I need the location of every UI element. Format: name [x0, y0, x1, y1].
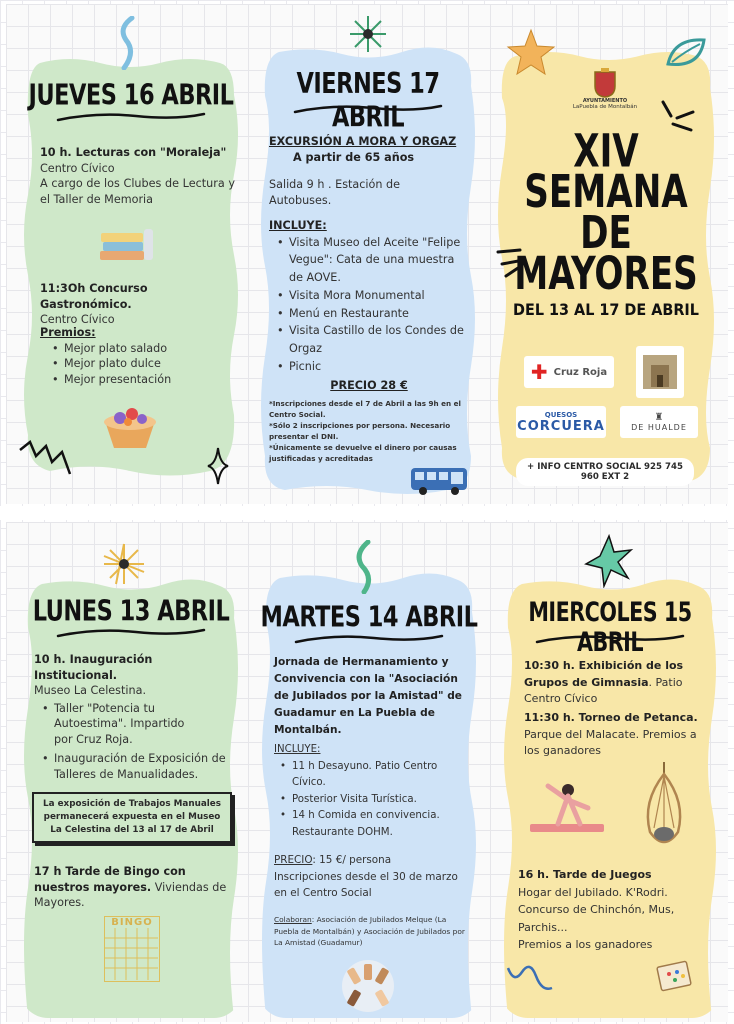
title-underline — [56, 110, 206, 124]
intro-part-b: "Asociación de Jubilados por la Amistad" de Guadamur en La Puebla de Montalbán. — [274, 673, 462, 736]
crest-icon: ♜ — [654, 412, 664, 423]
list-item: • Menú en Restaurante — [275, 305, 469, 323]
tart-icon — [100, 400, 160, 452]
cover-content — [494, 48, 718, 488]
diamond-star-icon — [206, 446, 230, 486]
item1-time: 10:30 h. Exhibición de los Grupos de Gimnasia — [524, 659, 684, 689]
thursday-prizes — [40, 325, 235, 387]
wednesday-item3 — [518, 866, 704, 954]
price-value: : 15 €/ persona — [312, 854, 392, 866]
prizes-label: Premios: — [40, 326, 96, 339]
sponsor-quesos-corcuera — [516, 406, 606, 438]
title-line: XIV — [573, 124, 639, 178]
monday-item1-time: 10 h. Inauguración Institucional. — [34, 653, 153, 682]
sun-icon — [102, 542, 146, 586]
title-line: SEMANA — [524, 165, 688, 218]
title-underline — [56, 626, 206, 640]
red-cross-icon: ✚ — [530, 360, 548, 384]
item3-place: Hogar del Jubilado. K'Rodri. — [518, 885, 668, 899]
sponsor-name: DE HUALDE — [631, 423, 687, 432]
note: *Sólo 2 inscripciones por persona. Necesario presentar el DNI. — [269, 421, 451, 441]
item3-time: 16 h. Tarde de Juegos — [518, 868, 652, 881]
item3-desc: Concurso de Chinchón, Mus, Parchis... — [518, 903, 675, 934]
wednesday-item2 — [524, 710, 704, 760]
tuesday-price — [274, 852, 468, 902]
building-icon — [641, 353, 679, 391]
tuesday-content — [258, 572, 480, 1018]
coat-of-arms-icon — [593, 68, 617, 98]
cover-dates: DEL 13 AL 17 DE ABRIL — [513, 300, 699, 319]
monday-list — [40, 701, 230, 783]
cover-title — [494, 124, 718, 300]
list-item: • Visita Mora Monumental — [275, 287, 469, 305]
thursday-item2-place: Centro Cívico — [40, 313, 115, 326]
item1-place: . Patio Centro Cívico — [524, 675, 683, 705]
star-icon — [506, 28, 556, 78]
wednesday-item1 — [524, 658, 704, 708]
list-item: • Posterior Visita Turística. — [278, 792, 468, 809]
thursday-item2 — [40, 281, 235, 328]
monday-content — [20, 578, 242, 1018]
yoga-woman-icon — [528, 774, 608, 834]
list-item: • Mejor presentación — [50, 372, 235, 388]
sponsor-cruz-roja — [524, 356, 614, 388]
friday-content — [257, 46, 479, 498]
sponsor-de-hualde — [620, 406, 698, 438]
prizes-list — [50, 341, 235, 388]
monday-item2-place: Viviendas de Mayores. — [34, 880, 227, 909]
council-logo — [572, 68, 638, 126]
list-item: • Visita Castillo de los Condes de Orgaz — [275, 322, 469, 358]
council-town: LaPuebla de Montalbán — [572, 104, 638, 110]
day-title: MIERCOLES 15 ABRIL — [528, 598, 692, 658]
swirl-icon — [352, 540, 382, 594]
sparkle-icon — [348, 14, 388, 54]
title-line: DE — [580, 206, 632, 259]
squiggle-icon — [506, 964, 556, 994]
sponsor-name: Cruz Roja — [553, 366, 608, 378]
title-underline — [294, 632, 444, 646]
star-icon — [584, 534, 634, 588]
day-title: JUEVES 16 ABRIL — [28, 77, 234, 112]
thursday-item1-place: Centro Cívico — [40, 161, 115, 175]
info-contact: + INFO CENTRO SOCIAL 925 745 960 EXT 2 — [516, 458, 694, 486]
friday-notes — [269, 398, 469, 464]
thursday-item1-time: 10 h. Lecturas con "Moraleja" — [40, 146, 227, 159]
note: *Inscripciones desde el 7 de Abril a las 9h en el Centro Social. — [269, 399, 461, 419]
collab-text: : Asociación de Jubilados Melque (La Puebla de Montalbán) y Asociación de Jubilados por La Amistad (Guadamur) — [274, 915, 465, 947]
board-game-icon — [655, 958, 695, 994]
list-item: • Mejor plato dulce — [50, 356, 235, 372]
exhibition-notice: La exposición de Trabajos Manuales permanecerá expuesta en el Museo La Celestina del 13 al 17 de Abril — [32, 792, 232, 843]
friday-excursion — [269, 134, 469, 393]
title-underline — [535, 632, 685, 646]
list-item: • Visita Museo del Aceite "Felipe Vegue": Cata de una muestra de AOVE. — [275, 234, 469, 287]
monday-item2 — [34, 864, 230, 911]
thursday-content — [20, 55, 242, 480]
day-title: MARTES 14 ABRIL — [260, 599, 478, 634]
tuesday-collab — [274, 914, 468, 949]
bingo-grid-icon — [105, 928, 158, 980]
price-label: PRECIO — [274, 854, 313, 866]
bingo-word: BINGO — [111, 917, 153, 928]
list-item: • Picnic — [275, 358, 469, 376]
intro-part-a: Jornada de Hermanamiento y Convivencia con la — [274, 656, 449, 685]
includes-label: INCLUYE: — [274, 744, 321, 755]
tuesday-intro — [274, 654, 468, 739]
list-item: • 11 h Desayuno. Patio Centro Cívico. — [278, 759, 468, 792]
tuesday-includes — [274, 742, 468, 841]
excursion-departure: Salida 9 h . Estación de Autobuses. — [269, 178, 400, 207]
day-title: LUNES 13 ABRIL — [32, 593, 230, 628]
thursday-item2-time: 11:3Oh Concurso Gastronómico. — [40, 282, 148, 311]
collab-label: Colaboran — [274, 915, 312, 924]
bingo-card — [104, 916, 160, 982]
sheet-divider — [0, 506, 734, 520]
includes-list — [278, 759, 468, 842]
excursion-price: PRECIO 28 € — [330, 378, 408, 392]
list-item: • Mejor plato salado — [50, 341, 235, 357]
excursion-heading: EXCURSIÓN A MORA Y ORGAZ — [269, 135, 457, 148]
item2-place: Parque del Malacate. Premios a los ganadores — [524, 727, 697, 757]
books-icon — [98, 227, 158, 263]
thursday-item1 — [40, 145, 235, 207]
squiggle-icon — [18, 440, 72, 480]
includes-label: INCLUYE: — [269, 219, 327, 232]
note: *Únicamente se devuelve el dinero por causas justificadas y acreditadas — [269, 443, 457, 463]
day-title: VIERNES 17 ABRIL — [296, 66, 440, 134]
wednesday-content — [500, 578, 720, 1018]
sponsor-photo — [636, 346, 684, 398]
monday-item2-time: 17 h Tarde de Bingo con nuestros mayores. — [34, 865, 186, 894]
title-line: MAYORES — [514, 246, 698, 300]
item3-prizes: Premios a los ganadores — [518, 938, 653, 951]
includes-list — [275, 234, 469, 376]
swirl-icon — [114, 16, 144, 70]
monday-item1-place: Museo La Celestina. — [34, 684, 147, 697]
sponsor-name: CORCUERA — [517, 418, 605, 434]
leaf-icon — [664, 34, 708, 74]
thursday-item1-desc: A cargo de los Clubes de Lectura y el Taller de Memoria — [40, 177, 235, 206]
item2-time: 11:30 h. Torneo de Petanca. — [524, 711, 698, 724]
registration: Inscripciones desde el 30 de marzo en el Centro Social — [274, 870, 458, 899]
list-item: • Inauguración de Exposición de Talleres de Manualidades. — [40, 751, 230, 782]
sponsor-name: QUESOS — [544, 410, 578, 419]
toast-hands-icon — [336, 958, 400, 1014]
hanging-chair-icon — [640, 762, 688, 858]
council-name: AYUNTAMIENTO — [582, 98, 628, 104]
excursion-subheading: A partir de 65 años — [293, 150, 415, 164]
title-underline — [293, 102, 443, 116]
list-item: • 14 h Comida en convivencia. Restaurante DOHM. — [278, 808, 468, 841]
list-item: • Taller "Potencia tu Autoestima". Impartido por Cruz Roja. — [40, 701, 200, 748]
bus-icon — [409, 464, 469, 498]
monday-item1 — [34, 652, 230, 782]
